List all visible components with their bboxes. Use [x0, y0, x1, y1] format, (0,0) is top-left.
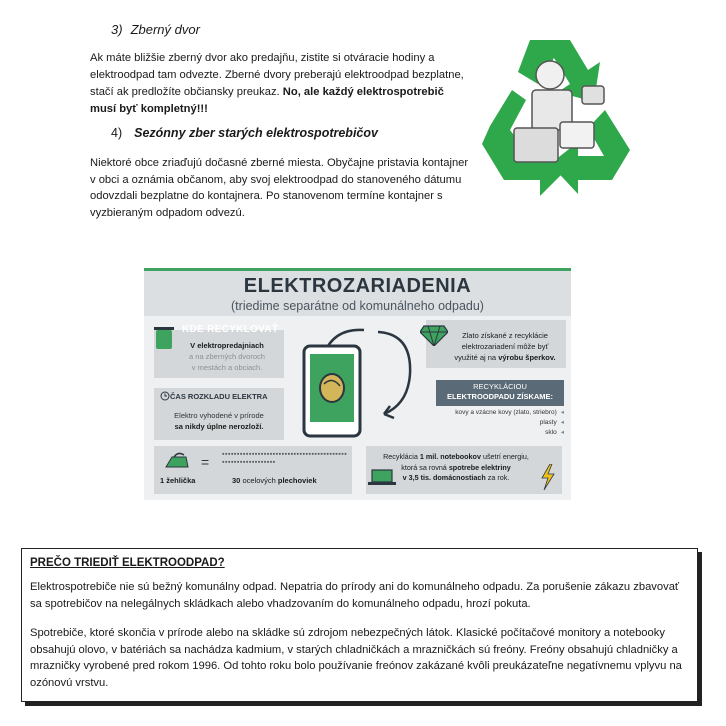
laptop-text [376, 452, 536, 484]
laptop-line-2 [376, 463, 536, 474]
gain-heading-1: RECYKLÁCIOU [473, 382, 527, 391]
electronics-infographic [144, 268, 571, 500]
cans-adj: ocelových [242, 476, 278, 485]
cans-noun: plechoviek [277, 476, 317, 485]
gold-text [440, 330, 570, 363]
infographic-subtitle: (triedime separátne od komunálneho odpadu) [231, 299, 484, 313]
lightning-bolt-icon [540, 464, 556, 490]
where-line-2: a na zberných dvoroch [189, 352, 265, 361]
gold-line-3-b: výrobu šperkov. [498, 353, 556, 362]
where-line-3: v mestách a obciach. [191, 363, 263, 372]
gain-item-text: kovy a vzácne kovy (zlato, striebro) [455, 409, 557, 416]
time-line-1: Elektro vyhodené v prírode [174, 411, 264, 420]
gold-line-3-a: využité aj na [454, 353, 499, 362]
arrow-icon: ◂ [560, 419, 564, 426]
infographic-title-box [144, 271, 571, 316]
time-line-2: sa nikdy úplne nerozloží. [174, 422, 264, 431]
laptop-line-2-a: ktorá sa rovná [401, 462, 449, 472]
arrow-icon: ◂ [560, 429, 564, 436]
section-4-number: 4) [111, 126, 123, 140]
laptop-line-1-c: ušetrí energiu, [480, 452, 529, 461]
why-sort-paragraph-2: Spotrebiče, ktoré skončia v prírode alebo na skládke sú zdrojom nebezpečných látok. Klasické počítačové monitory a notebooky obsahujú olovo, v batériách sa nachádza kadmium, v starých chladničkách a mrazničkách sú freóny. Freóny obsahujú chladničky a mrazničky vyrobené pred rokom 1996. Od tohto roku bolo používanie freónov zakázané kvôli preukázateľne negatívnemu vplyvu na ozónovú vrstvu. [30, 627, 682, 689]
time-text [156, 410, 282, 432]
where-line-1: V elektropredajniach [190, 341, 264, 350]
section-3-title: Zberný dvor [130, 22, 200, 37]
equals-sign: = [201, 454, 210, 470]
why-sort-title: PREČO TRIEDIŤ ELEKTROODPAD? [30, 557, 225, 569]
cans-label [232, 476, 317, 485]
time-heading: ČAS ROZKLADU ELEKTRA [170, 392, 268, 401]
gain-item [424, 418, 564, 428]
section-3-heading [111, 22, 200, 37]
gold-line-2: elektrozariadení môže byť [461, 342, 549, 351]
laptop-line-3 [376, 473, 536, 484]
section-4-title: Sezónny zber starých elektrospotrebičov [134, 126, 378, 140]
laptop-line-1-a: Recyklácia [383, 452, 420, 461]
gain-heading [436, 382, 564, 402]
laptop-line-1 [376, 452, 536, 463]
cans-icon-grid: ▪▪▪▪▪▪▪▪▪▪▪▪▪▪▪▪▪▪▪▪▪▪▪▪▪▪▪▪▪▪▪▪▪▪▪▪▪▪▪▪▪▪▪▪▪▪▪▪▪▪▪▪▪▪▪▪▪▪▪▪ [222, 451, 348, 466]
gain-list [424, 408, 564, 438]
arrow-icon: ◂ [560, 409, 564, 416]
section-3-text: Ak máte bližšie zberný dvor ako predajňu, zistite si otváracie hodiny a elektroodpad tam odvezte. Zberné dvory preberajú elektroodpad bezplatne, stačí ak predložíte občiansky preukaz. [90, 52, 464, 98]
why-sort-box [21, 548, 698, 702]
where-heading: KDE RECYKLOVAŤ [182, 324, 279, 335]
section-4-paragraph: Niektoré obce zriaďujú dočasné zberné miesta. Obyčajne pristavia kontajner v obci a oznámia občanom, aby svoj elektroodpad do stanoveného dátumu odovzdali bezplatne do kontajnera. Po stanovenom termíne kontajner s vyzbieraným odpadom odvezú. [90, 157, 469, 219]
section-3-warning: No, ale každý elektrospotrebič musí byť kompletný!!! [90, 86, 444, 115]
infographic-title: ELEKTROZARIADENIA [243, 275, 472, 297]
phone-recycling-icon [294, 324, 424, 440]
laptop-line-1-b: 1 mil. notebookov [419, 452, 481, 461]
iron-label: 1 žehlička [160, 476, 196, 485]
gain-heading-2: ELEKTROODPADU ZÍSKAME: [446, 392, 554, 401]
laptop-line-3-b: za rok. [485, 473, 510, 482]
why-sort-paragraph-1: Elektrospotrebiče nie sú bežný komunálny odpad. Nepatria do prírody ani do komunálneho odpadu. Za porušenie zákazu zbavovať sa spotrebičov na nelegálnych skládkach alebo vhadzovaním do komunálneho odpadu, hrozí pokuta. [30, 581, 680, 610]
iron-icon [164, 451, 190, 471]
gold-line-3 [440, 352, 570, 363]
gain-item-text: plasty [539, 419, 557, 426]
gain-item [424, 428, 564, 438]
gain-item-text: sklo [545, 429, 557, 436]
section-3-number: 3) [111, 22, 123, 37]
section-4-heading [111, 126, 378, 140]
clock-icon [160, 391, 170, 401]
section-3-paragraph [90, 50, 470, 118]
gold-line-1: Zlato získané z recyklácie [462, 331, 548, 340]
where-text [166, 340, 288, 373]
laptop-line-3-a: v 3,5 tis. domácnostiach [402, 473, 486, 482]
cans-count: 30 [232, 476, 243, 485]
gain-item [424, 408, 564, 418]
laptop-line-2-b: spotrebe elektriny [448, 462, 511, 472]
recycling-appliances-icon [470, 30, 640, 200]
